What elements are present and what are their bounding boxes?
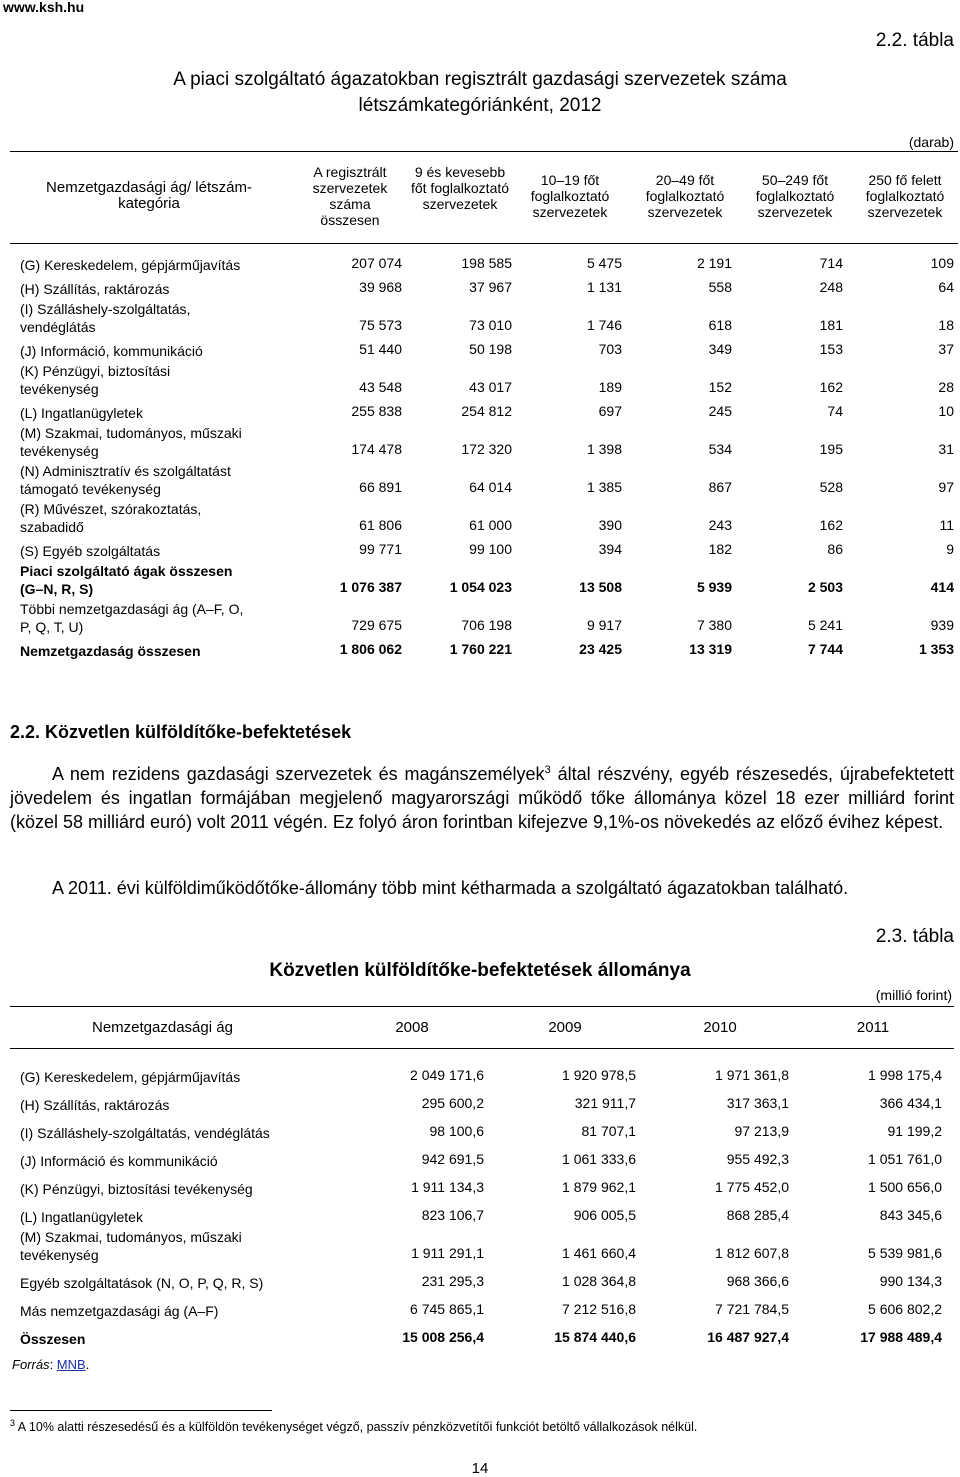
- cell-value: 99 100: [469, 541, 512, 557]
- cell-value: 1 131: [586, 279, 622, 295]
- cell-value: 7 212 516,8: [562, 1301, 636, 1317]
- source-end: .: [85, 1357, 90, 1372]
- table-row: [20, 498, 954, 536]
- row-label-line: Egyéb szolgáltatások (N, O, P, Q, R, S): [20, 1275, 264, 1291]
- cell-value: 1 911 291,1: [411, 1245, 484, 1261]
- footnote-text: A 10% alatti részesedésű és a külföldön tevékenységet végző, passzív pénzközvetítői funkciót betöltő vállalkozások nélkül.: [15, 1420, 698, 1435]
- cell-value: 172 320: [461, 441, 512, 457]
- cell-value: 1 051 761,0: [868, 1151, 942, 1167]
- cell-value: 66 891: [359, 479, 402, 495]
- cell-value: 1 461 660,4: [562, 1245, 636, 1261]
- row-label-line: (I) Szálláshely-szolgáltatás,: [20, 301, 191, 317]
- cell-value: 942 691,5: [421, 1151, 484, 1167]
- row-label: [20, 460, 304, 498]
- row-label-line: (H) Szállítás, raktározás: [20, 1097, 170, 1113]
- cell-value: 1 500 656,0: [868, 1179, 942, 1195]
- cell-value: 181: [819, 317, 843, 333]
- cell-value: 1 971 361,8: [715, 1067, 789, 1083]
- row-label: [20, 1114, 350, 1142]
- cell-value: 697: [598, 403, 622, 419]
- row-label: [20, 1142, 350, 1170]
- cell-value: 867: [708, 479, 732, 495]
- table-row: [20, 460, 954, 498]
- row-label: [20, 274, 304, 298]
- cell-value: 109: [930, 255, 954, 271]
- cell-value: 1 760 221: [449, 641, 512, 657]
- cell-value: 243: [708, 517, 732, 533]
- row-label: [20, 298, 304, 336]
- section-paragraph-1: [10, 758, 954, 834]
- table-row: [20, 398, 954, 422]
- cell-value: 2 049 171,6: [410, 1067, 484, 1083]
- cell-value: 39 968: [359, 279, 402, 295]
- table-row: [20, 1058, 942, 1086]
- cell-value: 390: [598, 517, 622, 533]
- row-label: [20, 336, 304, 360]
- row-label: [20, 1264, 350, 1292]
- table-row: [20, 360, 954, 398]
- table-row: [20, 1142, 942, 1170]
- cell-value: 5 939: [696, 579, 732, 595]
- cell-value: 990 134,3: [879, 1273, 942, 1289]
- row-label: [20, 636, 304, 660]
- cell-value: 17 988 489,4: [860, 1329, 942, 1345]
- table-row: [20, 1264, 942, 1292]
- table2-header-col2: 2009: [548, 1019, 582, 1036]
- table2-source: [12, 1357, 89, 1372]
- cell-value: 1 054 023: [449, 579, 512, 595]
- row-label-line: P, Q, T, U): [20, 619, 84, 635]
- table-row: [20, 274, 954, 298]
- cell-value: 255 838: [351, 403, 402, 419]
- table-number-2-2: 2.2. tábla: [875, 30, 954, 51]
- footnote: [10, 1418, 697, 1434]
- cell-value: 13 319: [689, 641, 732, 657]
- cell-value: 534: [708, 441, 732, 457]
- row-label: [20, 1292, 350, 1320]
- table-row: [20, 1292, 942, 1320]
- cell-value: 61 000: [469, 517, 512, 533]
- cell-value: 6 745 865,1: [410, 1301, 484, 1317]
- row-label: [20, 1170, 350, 1198]
- table1-unit: (darab): [908, 134, 954, 150]
- row-label-line: (G–N, R, S): [20, 581, 94, 597]
- cell-value: 64: [938, 279, 954, 295]
- cell-value: 5 241: [807, 617, 843, 633]
- cell-value: 5 606 802,2: [868, 1301, 942, 1317]
- table-row: [20, 250, 954, 274]
- cell-value: 9 917: [586, 617, 622, 633]
- cell-value: 10: [938, 403, 954, 419]
- cell-value: 317 363,1: [726, 1095, 789, 1111]
- cell-value: 162: [819, 517, 843, 533]
- row-label: [20, 1086, 350, 1114]
- row-label: [20, 1226, 350, 1264]
- cell-value: 729 675: [351, 617, 402, 633]
- cell-value: 868 285,4: [726, 1207, 789, 1223]
- footnote-ref-3: 3: [544, 764, 551, 776]
- table1-title-line2: létszámkategóriánként, 2012: [358, 95, 602, 116]
- cell-value: 73 010: [469, 317, 512, 333]
- cell-value: 1 353: [918, 641, 954, 657]
- cell-value: 15 008 256,4: [402, 1329, 484, 1345]
- cell-value: 86: [827, 541, 843, 557]
- cell-value: 1 812 607,8: [715, 1245, 789, 1261]
- table-row: [20, 1114, 942, 1142]
- row-label-line: Többi nemzetgazdasági ág (A–F, O,: [20, 601, 244, 617]
- row-label-line: Nemzetgazdaság összesen: [20, 643, 201, 659]
- row-label: [20, 422, 304, 460]
- row-label-line: (G) Kereskedelem, gépjárműjavítás: [20, 1069, 241, 1085]
- cell-value: 703: [598, 341, 622, 357]
- cell-value: 91 199,2: [887, 1123, 942, 1139]
- cell-value: 843 345,6: [879, 1207, 942, 1223]
- cell-value: 714: [819, 255, 843, 271]
- row-label-line: (S) Egyéb szolgáltatás: [20, 543, 161, 559]
- row-label-line: (L) Ingatlanügyletek: [20, 1209, 143, 1225]
- row-label-line: (H) Szállítás, raktározás: [20, 281, 170, 297]
- cell-value: 28: [938, 379, 954, 395]
- table-row: [20, 1198, 942, 1226]
- row-label: [20, 560, 304, 598]
- table2-header-rule: [10, 1048, 954, 1049]
- cell-value: 939: [930, 617, 954, 633]
- cell-value: 195: [819, 441, 843, 457]
- cell-value: 558: [708, 279, 732, 295]
- table1-title-line1: A piaci szolgáltató ágazatokban regisztrált gazdasági szervezetek száma: [173, 69, 787, 90]
- cell-value: 13 508: [579, 579, 622, 595]
- row-label-line: tevékenység: [20, 381, 99, 397]
- row-label-line: Más nemzetgazdasági ág (A–F): [20, 1303, 219, 1319]
- table1-header-col4: 20–49 főt foglalkoztató szervezetek: [645, 172, 725, 220]
- table1-header-col2: 9 és kevesebb főt foglalkoztató szervezetek: [410, 164, 510, 212]
- cell-value: 955 492,3: [726, 1151, 789, 1167]
- cell-value: 248: [819, 279, 843, 295]
- cell-value: 51 440: [359, 341, 402, 357]
- cell-value: 182: [708, 541, 732, 557]
- table-row: [20, 1226, 942, 1264]
- cell-value: 153: [819, 341, 843, 357]
- cell-value: 64 014: [469, 479, 512, 495]
- row-label-line: (K) Pénzügyi, biztosítási tevékenység: [20, 1181, 253, 1197]
- cell-value: 968 366,6: [726, 1273, 789, 1289]
- row-label: [20, 1320, 350, 1348]
- cell-value: 74: [827, 403, 843, 419]
- source-label: Forrás: [12, 1357, 50, 1372]
- row-label: [20, 1058, 350, 1086]
- row-label-line: tevékenység: [20, 443, 99, 459]
- cell-value: 1 076 387: [339, 579, 402, 595]
- cell-value: 7 380: [696, 617, 732, 633]
- cell-value: 50 198: [469, 341, 512, 357]
- cell-value: 189: [598, 379, 622, 395]
- table2-header-col1: 2008: [395, 1019, 429, 1036]
- cell-value: 7 721 784,5: [715, 1301, 789, 1317]
- row-label: [20, 398, 304, 422]
- cell-value: 15 874 440,6: [554, 1329, 636, 1345]
- cell-value: 5 475: [586, 255, 622, 271]
- cell-value: 207 074: [351, 255, 402, 271]
- cell-value: 174 478: [351, 441, 402, 457]
- table-row: [20, 1086, 942, 1114]
- cell-value: 18: [938, 317, 954, 333]
- table2-header-col4: 2011: [856, 1019, 890, 1036]
- row-label: [20, 498, 304, 536]
- table1-top-rule: [10, 151, 958, 152]
- paragraph-1-text-a: A nem rezidens gazdasági szervezetek és magánszemélyek: [52, 764, 545, 784]
- table2-title: Közvetlen külföldítőke-befektetések állománya: [269, 960, 691, 981]
- section-paragraph-2: A 2011. évi külföldiműködőtőke-állomány több mint kétharmada a szolgáltató ágazatokban található.: [52, 878, 849, 898]
- cell-value: 1 385: [586, 479, 622, 495]
- source-link-mnb[interactable]: MNB: [56, 1357, 86, 1372]
- table-row: [20, 1170, 942, 1198]
- cell-value: 706 198: [461, 617, 512, 633]
- cell-value: 618: [708, 317, 732, 333]
- cell-value: 295 600,2: [421, 1095, 484, 1111]
- cell-value: 43 548: [359, 379, 402, 395]
- table-row: [20, 598, 954, 636]
- row-label: [20, 598, 304, 636]
- cell-value: 11: [939, 517, 954, 533]
- source-separator: :: [49, 1357, 57, 1372]
- row-label-line: (K) Pénzügyi, biztosítási: [20, 363, 171, 379]
- row-label-line: (R) Művészet, szórakoztatás,: [20, 501, 202, 517]
- cell-value: 1 911 134,3: [411, 1179, 484, 1195]
- cell-value: 75 573: [359, 317, 402, 333]
- site-url[interactable]: www.ksh.hu: [3, 0, 85, 15]
- row-label: [20, 1198, 350, 1226]
- cell-value: 1 746: [586, 317, 622, 333]
- cell-value: 394: [598, 541, 622, 557]
- cell-value: 7 744: [807, 641, 843, 657]
- cell-value: 1 398: [586, 441, 622, 457]
- cell-value: 321 911,7: [574, 1095, 636, 1111]
- cell-value: 1 028 364,8: [562, 1273, 636, 1289]
- row-label-line: (I) Szálláshely-szolgáltatás, vendéglátás: [20, 1125, 270, 1141]
- table2-header-col3: 2010: [703, 1019, 737, 1036]
- row-label-line: (J) Információ, kommunikáció: [20, 343, 203, 359]
- cell-value: 37: [938, 341, 954, 357]
- cell-value: 97: [938, 479, 954, 495]
- cell-value: 61 806: [359, 517, 402, 533]
- cell-value: 366 434,1: [879, 1095, 942, 1111]
- table2-top-rule: [10, 1006, 954, 1007]
- table1-header-col6: 250 fő felett foglalkoztató szervezetek: [865, 172, 945, 220]
- row-label-line: Piaci szolgáltató ágak összesen: [20, 563, 233, 579]
- table1-header-rule: [10, 243, 958, 244]
- cell-value: 231 295,3: [421, 1273, 484, 1289]
- table-number-2-3: 2.3. tábla: [875, 926, 954, 947]
- row-label: [20, 536, 304, 560]
- table2-unit: (millió forint): [875, 987, 952, 1003]
- cell-value: 245: [708, 403, 732, 419]
- table1-header-col0: Nemzetgazdasági ág/ létszám-kategória: [46, 179, 252, 212]
- cell-value: 349: [708, 341, 732, 357]
- cell-value: 97 213,9: [734, 1123, 789, 1139]
- row-label-line: tevékenység: [20, 1247, 99, 1263]
- row-label-line: támogató tevékenység: [20, 481, 161, 497]
- cell-value: 99 771: [359, 541, 402, 557]
- cell-value: 528: [819, 479, 843, 495]
- cell-value: 906 005,5: [573, 1207, 636, 1223]
- cell-value: 1 061 333,6: [562, 1151, 636, 1167]
- table1-header-col3: 10–19 főt foglalkoztató szervezetek: [530, 172, 610, 220]
- cell-value: 98 100,6: [429, 1123, 484, 1139]
- table-row: [20, 336, 954, 360]
- cell-value: 37 967: [469, 279, 512, 295]
- row-label-line: szabadidő: [20, 519, 84, 535]
- cell-value: 31: [938, 441, 954, 457]
- table-row: [20, 536, 954, 560]
- table-row: [20, 422, 954, 460]
- row-label-line: (M) Szakmai, tudományos, műszaki: [20, 425, 242, 441]
- cell-value: 81 707,1: [581, 1123, 636, 1139]
- row-label: [20, 360, 304, 398]
- cell-value: 1 775 452,0: [715, 1179, 789, 1195]
- cell-value: 2 503: [807, 579, 843, 595]
- row-label-line: vendéglátás: [20, 319, 96, 335]
- cell-value: 2 191: [696, 255, 732, 271]
- cell-value: 152: [708, 379, 732, 395]
- table-row: [20, 298, 954, 336]
- cell-value: 1 879 962,1: [562, 1179, 636, 1195]
- footnote-mark: 3: [10, 1418, 16, 1428]
- cell-value: 254 812: [461, 403, 512, 419]
- cell-value: 198 585: [461, 255, 512, 271]
- paragraph-1-text-b: által részvény, egyéb részesedés, újrabefektetett jövedelem és ingatlan formájában megjelenő magyarországi működő tőke állománya közel 18 ezer milliárd forint (közel 58 milliárd euró) volt 2011 végén. Ez folyó áron forintban kifejezve 9,1%-os növekedés az előző évihez képest.: [10, 764, 954, 832]
- page-number: 14: [471, 1460, 489, 1477]
- table1-header-col1: A regisztrált szervezetek száma összesen: [312, 164, 388, 228]
- table2-body: [20, 1058, 942, 1348]
- row-label-line: (J) Információ és kommunikáció: [20, 1153, 218, 1169]
- table-row: [20, 636, 954, 660]
- cell-value: 9: [946, 541, 954, 557]
- table-row: [20, 1320, 942, 1348]
- cell-value: 1 920 978,5: [562, 1067, 636, 1083]
- footnote-rule: [10, 1410, 272, 1411]
- table1-header-col5: 50–249 főt foglalkoztató szervezetek: [755, 172, 835, 220]
- cell-value: 823 106,7: [421, 1207, 484, 1223]
- row-label-line: Összesen: [20, 1331, 86, 1347]
- section-heading: 2.2. Közvetlen külföldítőke-befektetések: [10, 722, 352, 742]
- cell-value: 16 487 927,4: [707, 1329, 789, 1345]
- cell-value: 162: [819, 379, 843, 395]
- cell-value: 5 539 981,6: [868, 1245, 942, 1261]
- row-label-line: (M) Szakmai, tudományos, műszaki: [20, 1229, 242, 1245]
- table-row: [20, 560, 954, 598]
- cell-value: 43 017: [469, 379, 512, 395]
- row-label-line: (N) Adminisztratív és szolgáltatást: [20, 463, 231, 479]
- cell-value: 1 998 175,4: [868, 1067, 942, 1083]
- table1-body: [20, 250, 954, 660]
- cell-value: 414: [930, 579, 954, 595]
- cell-value: 1 806 062: [339, 641, 402, 657]
- row-label: [20, 250, 304, 274]
- table2-header-col0: Nemzetgazdasági ág: [92, 1019, 233, 1036]
- cell-value: 23 425: [579, 641, 622, 657]
- row-label-line: (G) Kereskedelem, gépjárműjavítás: [20, 257, 241, 273]
- row-label-line: (L) Ingatlanügyletek: [20, 405, 143, 421]
